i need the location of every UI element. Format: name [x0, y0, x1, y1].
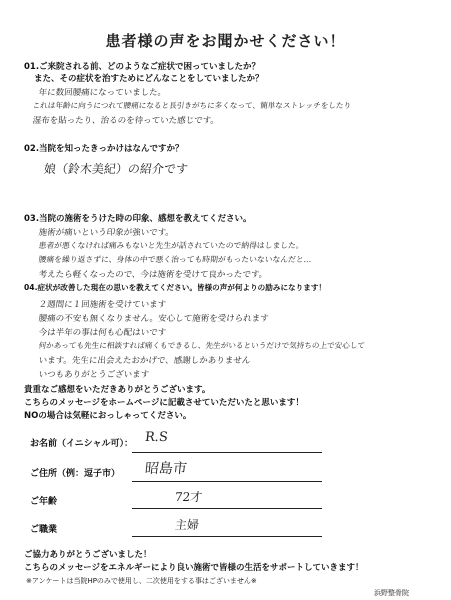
question-4-label: 04.症状が改善した現在の思いを教えてください。皆様の声が何よりの励みになります！ — [24, 283, 327, 292]
notice-line-2: こちらのメッセージをホームページに記載させていただいたと思います！ — [24, 398, 304, 408]
name-label: お名前（イニシャル可）： — [30, 439, 133, 449]
job-label: ご職業 — [30, 525, 58, 535]
q4-answer-line-2: 腰痛の不安も無くなりません。安心して施術を受けられます — [38, 314, 270, 324]
address-underline — [132, 481, 322, 482]
question-1-label: 01.ご来院される前、どのようなご症状で困っていましたか？ — [24, 62, 261, 72]
question-2-label: 02.当院を知ったきっかけはなんですか？ — [24, 144, 184, 154]
clinic-name: 浜野整骨院 — [374, 589, 409, 597]
job-value: 主婦 — [174, 518, 200, 532]
age-label: ご年齢 — [30, 497, 58, 507]
q1-answer-line-2: これは年齢に向うにつれて腰痛になると長引きがちに多くなって、簡単なストレッチをしたり — [32, 101, 352, 110]
page-title: 患者様の声をお聞かせください！ — [105, 32, 346, 50]
q3-answer-line-3: 腰痛を繰り返さずに、身体の中で悪く治っても時期がもったいないなんだと… — [38, 255, 312, 264]
question-3-label: 03.当院の施術をうけた時の印象、感想を教えてください。 — [24, 214, 252, 224]
q4-answer-line-6: いつもありがとうございます — [38, 370, 150, 380]
address-value: 昭島市 — [144, 461, 188, 477]
address-label: ご住所（例：逗子市） — [30, 469, 121, 479]
q3-answer-line-4: 考えたら軽くなったので、今は施術を受けて良かったです。 — [38, 270, 268, 280]
age-underline — [132, 508, 322, 509]
q4-answer-line-3: 今は半年の事は何も心配はいです — [38, 328, 167, 338]
q4-answer-line-1: ２週間に１回施術を受けています — [38, 300, 167, 310]
q3-answer-line-2: 患者が悪くなければ痛みもないと先生が話されていたので納得はしました。 — [38, 241, 305, 250]
q3-answer-line-1: 施術が痛いという印象が強いです。 — [38, 228, 175, 238]
q4-answer-line-4: 何かあっても先生に相談すれば痛くもできるし、先生がいるというだけで気持ちの上で安心して — [38, 341, 366, 350]
q1-answer-line-1: 年に数回腰痛になっていました。 — [38, 88, 167, 98]
footnote: ※アンケートは当院HPのみで使用し、二次使用をする事はございません※ — [26, 577, 257, 585]
closing-line-2: こちらのメッセージをエネルギーにより良い施術で皆様の生活をサポートしていきます！ — [24, 563, 364, 573]
q1-answer-line-3: 湿布を貼ったり、治るのを待っていた感じです。 — [32, 116, 220, 126]
closing-line-1: ご協力ありがとうございました！ — [24, 550, 152, 560]
notice-line-3: NOの場合は気軽におっしゃってください。 — [24, 411, 192, 421]
name-value: R.S — [144, 430, 169, 445]
q4-answer-line-5: います。先生に出会えたおかげで、感謝しかありません — [38, 356, 251, 366]
name-underline — [132, 452, 322, 453]
age-value: 72才 — [174, 490, 203, 504]
job-underline — [132, 536, 322, 537]
question-1-sub: また、その症状を治すためにどんなことをしていましたか？ — [34, 74, 264, 84]
notice-line-1: 貴重なご感想をいただきありがとうございます。 — [24, 385, 211, 395]
q2-answer: 娘（鈴木美紀）の紹介です — [43, 162, 189, 176]
